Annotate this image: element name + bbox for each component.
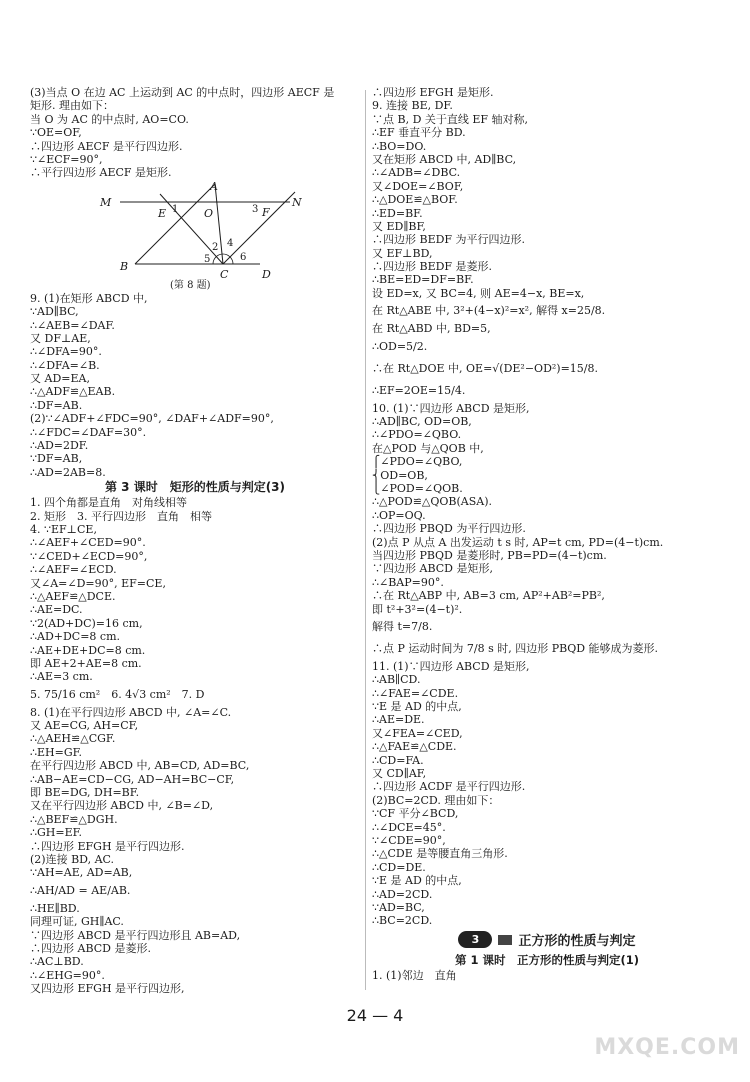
text-line: ∵四边形 ABCD 是平行四边形且 AB=AD,: [30, 928, 241, 942]
text-line: 又在平行四边形 ABCD 中, ∠B=∠D,: [30, 799, 214, 813]
text-line: ∴四边形 BEDF 为平行四边形.: [372, 233, 526, 247]
text-line: ∴HE∥BD.: [30, 901, 80, 915]
text-line: ⎨OD=OB,: [372, 468, 428, 482]
text-line: ∴DF=AB.: [30, 398, 83, 412]
text-line: ∵∠ECF=90°,: [30, 152, 103, 166]
text-line: 即 AE+2+AE=8 cm.: [30, 656, 142, 670]
text-line: 解得 t=7/8.: [372, 619, 433, 633]
text-line: ∵AH=AE, AD=AB,: [30, 866, 133, 880]
text-line: 1. 四个角都是直角 对角线相等: [30, 496, 187, 510]
text-line: 矩形. 理由如下：: [30, 99, 114, 113]
text-line: ∴△FAE≌△CDE.: [372, 740, 457, 754]
text-line: ∴GH=EF.: [30, 826, 83, 840]
text-line: ∴∠DFA=90°.: [30, 345, 102, 359]
text-line: 9. 连接 BE, DF.: [372, 99, 453, 113]
text-line: ∴BE=ED=DF=BF.: [372, 273, 474, 287]
geometry-figure-8: [30, 180, 360, 292]
text-line: 即 t²+3²=(4−t)².: [372, 602, 463, 616]
text-line: ∴∠FAE=∠CDE.: [372, 686, 459, 700]
text-line: ∴△AEH≌△CGF.: [30, 732, 116, 746]
angle-6: 6: [240, 251, 247, 263]
text-line: 9. (1)在矩形 ABCD 中,: [30, 291, 148, 305]
angle-4: 4: [227, 237, 234, 249]
text-line: 1. (1)邻边 直角: [372, 968, 457, 982]
text-line: ⎩∠POD=∠QOB.: [372, 481, 463, 495]
text-line: ∴四边形 PBQD 为平行四边形.: [372, 522, 526, 536]
text-line: ∴AD=2CD.: [372, 887, 433, 901]
text-line: ∴点 P 运动时间为 7/8 s 时, 四边形 PBQD 能够成为菱形.: [372, 641, 659, 655]
text-line: ∴∠FDC=∠DAF=30°.: [30, 425, 147, 439]
text-line: 又 DF⊥AE,: [30, 331, 91, 345]
text-line: 在 Rt△ABD 中, BD=5,: [372, 322, 491, 336]
column-divider: [365, 90, 366, 990]
text-line: 又 EF⊥BD,: [372, 246, 433, 260]
angle-3: 3: [252, 203, 259, 215]
text-line: 5. 75/16 cm² 6. 4√3 cm² 7. D: [30, 687, 205, 701]
text-line: ∴△ADF≌△EAB.: [30, 385, 116, 399]
text-line: ∴△AEF≌△DCE.: [30, 589, 116, 603]
text-line: ∴AE+DE+DC=8 cm.: [30, 643, 146, 657]
text-line: ∵2(AD+DC)=16 cm,: [30, 616, 143, 630]
label-E: E: [158, 206, 167, 220]
text-line: ∴△DOE≌△BOF.: [372, 193, 458, 207]
text-line: 即 BE=DG, DH=BF.: [30, 786, 140, 800]
text-line: ∴∠DFA=∠B.: [30, 358, 100, 372]
lesson-heading: 第 3 课时 矩形的性质与判定(3): [104, 480, 286, 495]
text-line: 又∠FEA=∠CED,: [372, 726, 463, 740]
label-F: F: [262, 205, 270, 219]
text-line: ∴CD=FA.: [372, 753, 424, 767]
text-line: 在 Rt△ABE 中, 3²+(4−x)²=x², 解得 x=25/8.: [372, 304, 606, 318]
text-line: 又∠A=∠D=90°, EF=CE,: [30, 576, 166, 590]
text-line: ∵DF=AB,: [30, 452, 83, 466]
text-line: (3)当点 O 在边 AC 上运动到 AC 的中点时，四边形 AECF 是: [30, 86, 335, 99]
text-line: ∴∠AEF=∠ECD.: [30, 563, 117, 577]
text-line: 4. ∵EF⊥CE,: [30, 522, 97, 536]
text-line: 又∠DOE=∠BOF,: [372, 179, 464, 193]
text-line: ∵∠CED+∠ECD=90°,: [30, 549, 148, 563]
text-line: 2. 矩形 3. 平行四边形 直角 相等: [30, 509, 212, 523]
text-line: ∴AE=DC.: [30, 603, 83, 617]
label-D: D: [262, 267, 271, 281]
text-line: ∵OE=OF,: [30, 126, 82, 140]
right-column: [372, 86, 722, 982]
text-line: ⎧∠PDO=∠QBO,: [372, 455, 463, 469]
text-line: ∴OP=OQ.: [372, 508, 426, 522]
angle-5: 5: [204, 253, 211, 265]
text-line: ∴EH=GF.: [30, 745, 83, 759]
watermark: MXQE.COM: [594, 1035, 740, 1060]
left-column: [30, 86, 360, 995]
text-line: ∴四边形 BEDF 是菱形.: [372, 260, 493, 274]
text-line: 又 AD=EA,: [30, 372, 90, 386]
text-line: ∴∠BAP=90°.: [372, 575, 444, 589]
section-bar-icon: [498, 935, 512, 945]
text-line: ∴OD=5/2.: [372, 339, 428, 353]
text-line: ∴AB∥CD.: [372, 673, 421, 687]
label-B: B: [120, 259, 129, 273]
text-line: ∵AD∥BC,: [30, 305, 79, 319]
text-line: 又 ED∥BF,: [372, 219, 426, 233]
text-line: ∴四边形 AECF 是平行四边形.: [30, 139, 183, 153]
figure-svg: [100, 180, 300, 292]
text-line: ∴在 Rt△DOE 中, OE=√(DE²−OD²)=15/8.: [372, 361, 599, 375]
text-line: ∴∠PDO=∠QBO.: [372, 428, 462, 442]
text-line: ∴∠DCE=45°.: [372, 820, 446, 834]
text-line: ∴∠EHG=90°.: [30, 968, 105, 982]
text-line: 又四边形 EFGH 是平行四边形,: [30, 982, 185, 996]
figure-caption: (第 8 题): [170, 279, 211, 291]
text-line: (2)点 P 从点 A 出发运动 t s 时, AP=t cm, PD=(4−t)cm.: [372, 535, 664, 549]
text-line: ∴四边形 ACDF 是平行四边形.: [372, 780, 526, 794]
text-line: ∴∠AEB=∠DAF.: [30, 318, 115, 332]
text-line: 8. (1)在平行四边形 ABCD 中, ∠A=∠C.: [30, 705, 232, 719]
text-line: (2)∵∠ADF+∠FDC=90°, ∠DAF+∠ADF=90°,: [30, 412, 274, 426]
text-line: 又 AE=CG, AH=CF,: [30, 719, 139, 733]
text-line: ∵∠CDE=90°,: [372, 833, 446, 847]
text-line: ∴在 Rt△ABP 中, AB=3 cm, AP²+AB²=PB²,: [372, 589, 605, 603]
text-line: 在△POD 与△QOB 中,: [372, 441, 484, 455]
text-line: ∴AD∥BC, OD=OB,: [372, 415, 472, 429]
text-line: ∴AD=2DF.: [30, 439, 89, 453]
section-number-badge: 3: [458, 931, 492, 948]
text-line: ∴AE=3 cm.: [30, 670, 93, 684]
angle-2: 2: [212, 241, 219, 253]
line-CF: [223, 192, 295, 264]
text-line: ∴BC=2CD.: [372, 914, 433, 928]
text-line: ∴AC⊥BD.: [30, 955, 84, 969]
label-N: N: [292, 195, 302, 209]
text-line: ∵四边形 ABCD 是矩形,: [372, 562, 493, 576]
text-line: ∵E 是 AD 的中点,: [372, 874, 462, 888]
lesson-heading: 第 1 课时 正方形的性质与判定(1): [454, 952, 640, 967]
text-line: 11. (1)∵四边形 ABCD 是矩形,: [372, 659, 530, 673]
text-line: (2)连接 BD, AC.: [30, 852, 115, 866]
text-line: ∵点 B, D 关于直线 EF 轴对称,: [372, 112, 529, 126]
text-line: ∴四边形 ABCD 是菱形.: [30, 941, 151, 955]
label-O: O: [204, 206, 214, 220]
text-line: ∴△POD≌△QOB(ASA).: [372, 495, 492, 509]
text-line: ∴四边形 EFGH 是平行四边形.: [30, 839, 185, 853]
text-line: ∴∠ADB=∠DBC.: [372, 166, 461, 180]
text-line: ∵AD=BC,: [372, 900, 425, 914]
text-line: ∴AD+DC=8 cm.: [30, 630, 121, 644]
section-title: 正方形的性质与判定: [518, 934, 636, 950]
label-A: A: [210, 179, 218, 193]
angle-1: 1: [172, 203, 179, 215]
text-line: 同理可证, GH∥AC.: [30, 915, 124, 929]
text-line: 又 CD∥AF,: [372, 767, 427, 781]
text-line: 设 ED=x, 又 BC=4, 则 AE=4−x, BE=x,: [372, 286, 585, 300]
text-line: ∴ED=BF.: [372, 206, 423, 220]
text-line: ∴AD=2AB=8.: [30, 465, 106, 479]
text-line: ∴AB−AE=CD−CG, AD−AH=BC−CF,: [30, 772, 235, 786]
text-line: ∴BO=DO.: [372, 139, 427, 153]
text-line: ∴四边形 EFGH 是矩形.: [372, 86, 494, 99]
text-line: ∴∠AEF+∠CED=90°.: [30, 536, 146, 550]
text-line: ∴EF 垂直平分 BD.: [372, 126, 466, 140]
text-line: ∴△CDE 是等腰直角三角形.: [372, 847, 508, 861]
page-number: 24 — 4: [346, 1006, 404, 1025]
text-line: ∴AH/AD = AE/AB.: [30, 883, 131, 897]
text-line: ∴AE=DE.: [372, 713, 425, 727]
section-heading: [372, 928, 722, 952]
text-line: 10. (1)∵四边形 ABCD 是矩形,: [372, 401, 530, 415]
text-line: 在平行四边形 ABCD 中, AB=CD, AD=BC,: [30, 759, 250, 773]
side-AB: [135, 184, 215, 264]
text-line: 又在矩形 ABCD 中, AD∥BC,: [372, 152, 517, 166]
text-line: ∵E 是 AD 的中点,: [372, 700, 462, 714]
text-line: ∵CF 平分∠BCD,: [372, 807, 459, 821]
text-line: ∴平行四边形 AECF 是矩形.: [30, 166, 172, 180]
text-line: 当四边形 PBQD 是菱形时, PB=PD=(4−t)cm.: [372, 548, 607, 562]
text-line: (2)BC=2CD. 理由如下：: [372, 793, 500, 807]
text-line: ∴CD=DE.: [372, 860, 426, 874]
text-line: ∴△BEF≌△DGH.: [30, 812, 118, 826]
text-line: 当 O 为 AC 的中点时, AO=CO.: [30, 112, 189, 126]
label-C: C: [220, 267, 229, 281]
label-M: M: [100, 195, 112, 209]
text-line: ∴EF=2OE=15/4.: [372, 383, 466, 397]
